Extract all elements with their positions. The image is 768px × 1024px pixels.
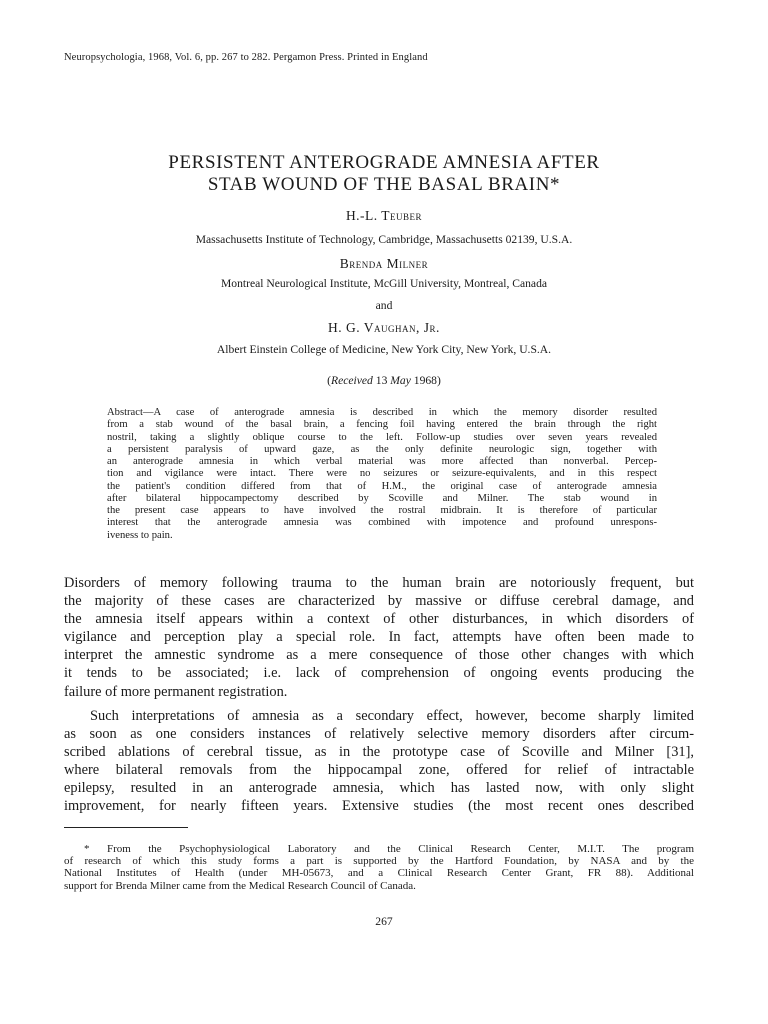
abstract-line: from a stab wound of the basal brain, a fencing foil having entered the brain through the right [107,419,657,431]
footnote-line: support for Brenda Milner came from the Medical Research Council of Canada. [64,879,416,892]
footnote-line: National Institutes of Health (under MH-05673, and a Clinical Research Center Grant, FR 88). Additional [64,867,694,880]
paragraph-line: failure of more permanent registration. [64,683,288,700]
abstract-line: the patient's condition differed from that of H.M., the original case of anterograde amnesia [107,480,657,492]
abstract-line: an anterograde amnesia in which verbal material was more affected than nonverbal. Percep- [107,456,657,467]
paragraph-line: vigilance and perception play a special role. In fact, attempts have often been made to [64,629,694,646]
paper-title [0,152,768,196]
footnote-line: * From the Psychophysiological Laboratory and the Clinical Research Center, M.I.T. The program [84,843,694,855]
paragraph-line: it tends to be associated; i.e. lack of comprehension of ongoing events producing the [64,665,694,682]
paragraph-line: Such interpretations of amnesia as a secondary effect, however, become sharply limited [90,707,694,724]
paragraph-line: Disorders of memory following trauma to the human brain are notoriously frequent, but [64,575,694,591]
abstract-line: tion and vigilance were intact. There were no seizures or seizure-equivalents, and in this respect [107,468,657,480]
body-text [64,574,694,815]
paragraph-line: epilepsy, resulted in an anterograde amnesia, which has lasted now, with only slight [64,780,694,797]
abstract-line: Abstract—A case of anterograde amnesia is described in which the memory disorder resulted [107,407,657,418]
author-name: Brenda Milner [339,256,429,271]
title-line: STAB WOUND OF THE BASAL BRAIN* [207,174,561,195]
footnote [64,843,694,892]
paragraph-line: as soon as one considers instances of relatively selective memory disorders after circum- [64,725,694,742]
page-number: 267 [375,915,393,928]
abstract-line: iveness to pain. [107,529,173,541]
footnote-rule [64,827,188,828]
author-name: H. G. Vaughan, Jr. [328,320,440,335]
paragraph-line: where bilateral removals from the hippocampal zone, offered for relief of intractable [64,761,694,778]
abstract-line: interest that the anterograde amnesia was combined with impotence and profound unrespons- [107,517,657,529]
paragraph-line: the amnesia itself appears within a context of other disturbances, in which disorders of [64,611,694,628]
abstract-line: nostril, taking a slightly oblique course to the left. Follow-up studies over seven years revealed [107,431,657,443]
author-name: H.-L. Teuber [345,208,423,223]
and-separator: and [375,299,393,312]
paragraph-line: interpret the amnestic syndrome as a mere consequence of those other changes with which [64,647,694,664]
title-line: PERSISTENT ANTEROGRADE AMNESIA AFTER [168,152,600,173]
received-date: (Received 13 May 1968) [327,374,441,387]
abstract-line: after bilateral hippocampectomy described by Scoville and Milner. The stab wound in [107,492,657,504]
paragraph-line: scribed ablations of cerebral tissue, as in the prototype case of Scoville and Milner [31], [64,743,694,760]
abstract [107,407,657,542]
author-affiliation: Massachusetts Institute of Technology, Cambridge, Massachusetts 02139, U.S.A. [195,233,573,246]
author-affiliation: Albert Einstein College of Medicine, New York City, New York, U.S.A. [216,343,552,356]
paragraph-line: the majority of these cases are characterized by massive or diffuse cerebral damage, and [64,593,694,610]
author-affiliation: Montreal Neurological Institute, McGill University, Montreal, Canada [220,277,548,290]
abstract-line: a persistent paralysis of upward gaze, as the only definite neurologic sign, together with [107,443,657,455]
abstract-line: the present case appears to have involved the rostral midbrain. It is therefore of particular [107,505,657,516]
paragraph-line: improvement, for nearly fifteen years. Extensive studies (the most recent ones described [64,798,694,815]
journal-citation: Neuropsychologia, 1968, Vol. 6, pp. 267 to 282. Pergamon Press. Printed in England [64,52,428,63]
footnote-line: of research of which this study forms a part is supported by the Hartford Foundation, by NASA and by the [64,855,694,868]
